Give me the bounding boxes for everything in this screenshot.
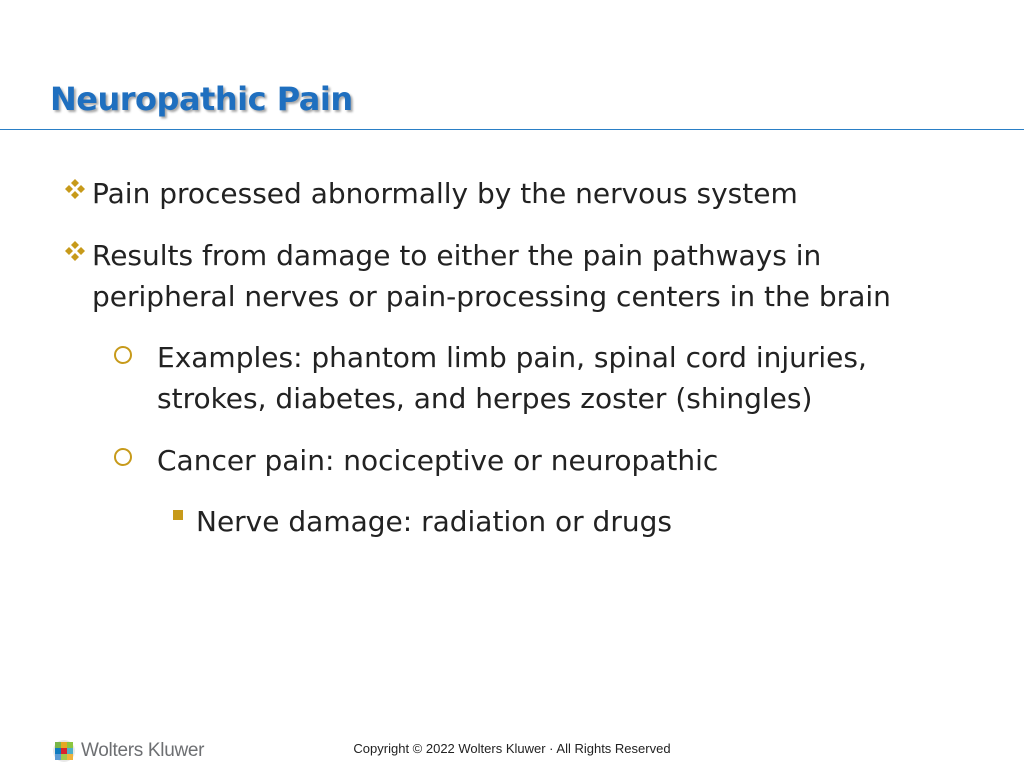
bullet-text-line: Results from damage to either the pain pathways in (92, 239, 822, 272)
square-bullet-icon (173, 510, 183, 520)
slide-title: Neuropathic Pain (50, 80, 353, 118)
sub-sub-bullet-text: Nerve damage: radiation or drugs (196, 505, 672, 538)
circle-bullet-icon (114, 448, 132, 466)
diamond-bullet-icon (64, 240, 86, 262)
circle-bullet-icon (114, 346, 132, 364)
sub-bullet-text-line: Examples: phantom limb pain, spinal cord injuries, (157, 341, 867, 374)
bullet-text: Pain processed abnormally by the nervous system (92, 177, 798, 210)
sub-bullet-text: Cancer pain: nociceptive or neuropathic (157, 444, 719, 477)
logo-wordmark: Wolters Kluwer (81, 740, 205, 761)
diamond-bullet-icon (64, 178, 86, 200)
bullet-text-line: peripheral nerves or pain-processing centers in the brain (92, 280, 891, 313)
sub-bullet-text-line: strokes, diabetes, and herpes zoster (shingles) (157, 382, 813, 415)
copyright-footer: Copyright © 2022 Wolters Kluwer · All Rights Reserved (353, 741, 671, 756)
